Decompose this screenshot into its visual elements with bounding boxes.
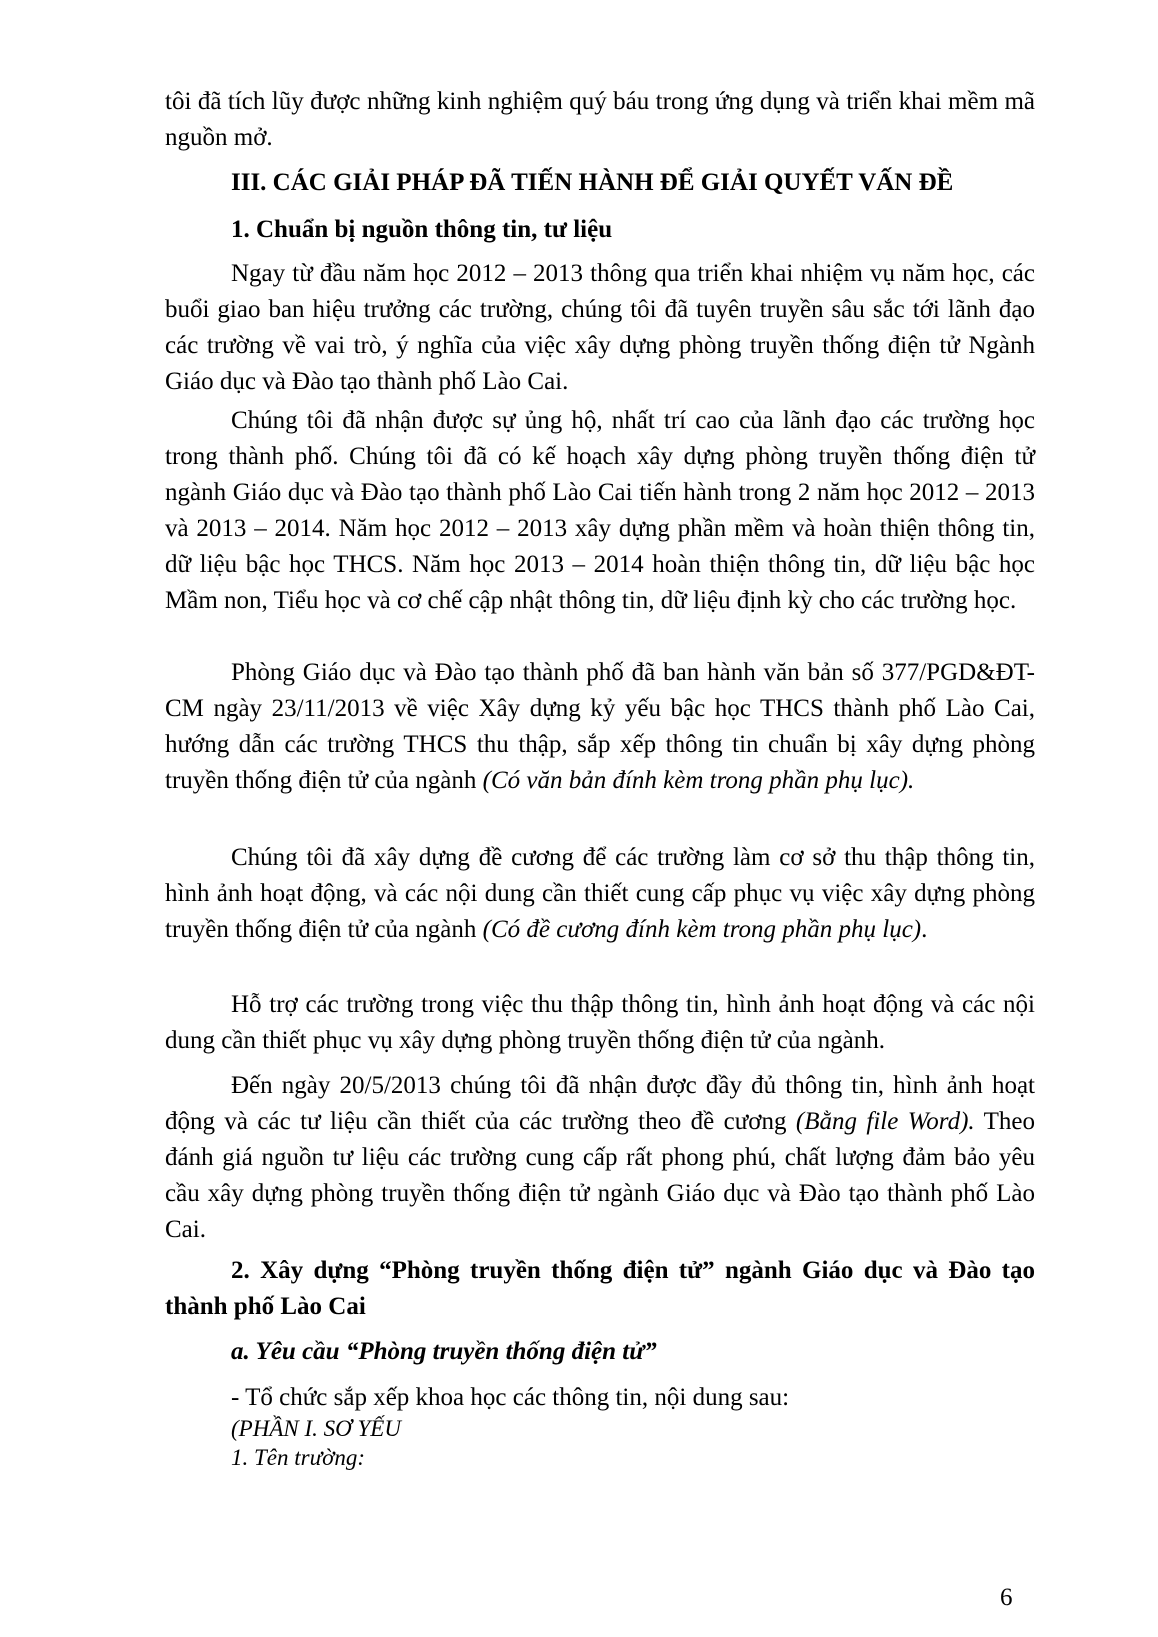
paragraph-4-note: (Có đề cương đính kèm trong phần phụ lục) (482, 916, 922, 943)
quoted-outline-line-2: 1. Tên trường: (231, 1445, 366, 1470)
paragraph-6 (165, 1068, 1035, 1248)
paragraph-1: Ngay từ đầu năm học 2012 – 2013 thông qua triển khai nhiệm vụ năm học, các buổi giao ban hiệu trưởng các trường, chúng tôi đã tuyên truyền sâu sắc tới lãnh đạo các trường về vai trò, ý nghĩa của việc xây dựng phòng truyền thống điện tử Ngành Giáo dục và Đào tạo thành phố Lào Cai. (165, 260, 1035, 395)
sub-heading-2a: a. Yêu cầu “Phòng truyền thống điện tử” (231, 1338, 657, 1365)
paragraph-6-text: Đến ngày 20/5/2013 chúng tôi đã nhận được đầy đủ thông tin, hình ảnh hoạt động và các tư liệu cần thiết của các trường theo đề cương (165, 1072, 1035, 1135)
page-number: 6 (1000, 1584, 1013, 1611)
paragraph-6-rest: Theo đánh giá nguồn tư liệu các trường cung cấp rất phong phú, chất lượng đảm bảo yêu cầu xây dựng phòng truyền thống điện tử ngành Giáo dục và Đào tạo thành phố Lào Cai. (165, 1108, 1035, 1243)
quoted-outline-line-1: (PHẦN I. SƠ YẾU (231, 1416, 401, 1441)
paragraph-3-note: (Có văn bản đính kèm trong phần phụ lục). (482, 767, 915, 794)
paragraph-4 (165, 840, 1035, 948)
paragraph-3 (165, 655, 1035, 799)
paragraph-6-note: (Bằng file Word). (795, 1108, 975, 1135)
list-intro: - Tổ chức sắp xếp khoa học các thông tin, nội dung sau: (231, 1384, 790, 1411)
paragraph-2: Chúng tôi đã nhận được sự ủng hộ, nhất trí cao của lãnh đạo các trường học trong thành phố. Chúng tôi đã có kế hoạch xây dựng phòng truyền thống điện tử ngành Giáo dục và Đào tạo thành phố Lào Cai tiến hành trong 2 năm học 2012 – 2013 và 2013 – 2014. Năm học 2012 – 2013 xây dựng phần mềm và hoàn thiện thông tin, dữ liệu bậc học THCS. Năm học 2013 – 2014 hoàn thiện thông tin, dữ liệu bậc học Mầm non, Tiểu học và cơ chế cập nhật thông tin, dữ liệu định kỳ cho các trường học. (165, 407, 1035, 614)
section-heading: III. CÁC GIẢI PHÁP ĐÃ TIẾN HÀNH ĐỂ GIẢI QUYẾT VẤN ĐỀ (231, 169, 954, 196)
paragraph-5: Hỗ trợ các trường trong việc thu thập thông tin, hình ảnh hoạt động và các nội dung cần thiết phục vụ xây dựng phòng truyền thống điện tử của ngành. (165, 991, 1035, 1054)
paragraph-4-end: . (921, 916, 928, 943)
sub-heading-2: 2. Xây dựng “Phòng truyền thống điện tử” ngành Giáo dục và Đào tạo thành phố Lào Cai (165, 1257, 1035, 1320)
continuation-paragraph: tôi đã tích lũy được những kinh nghiệm quý báu trong ứng dụng và triển khai mềm mã nguồn mở. (165, 88, 1035, 151)
paragraph-4-text: Chúng tôi đã xây dựng đề cương để các trường làm cơ sở thu thập thông tin, hình ảnh hoạt động, và các nội dung cần thiết cung cấp phục vụ việc xây dựng phòng truyền thống điện tử của ngành (165, 844, 1035, 943)
paragraph-3-text: Phòng Giáo dục và Đào tạo thành phố đã ban hành văn bản số 377/PGD&ĐT-CM ngày 23/11/2013 về việc Xây dựng kỷ yếu bậc học THCS thành phố Lào Cai, hướng dẫn các trường THCS thu thập, sắp xếp thông tin chuẩn bị xây dựng phòng truyền thống điện tử của ngành (165, 659, 1035, 794)
sub-heading-1: 1. Chuẩn bị nguồn thông tin, tư liệu (231, 216, 613, 243)
